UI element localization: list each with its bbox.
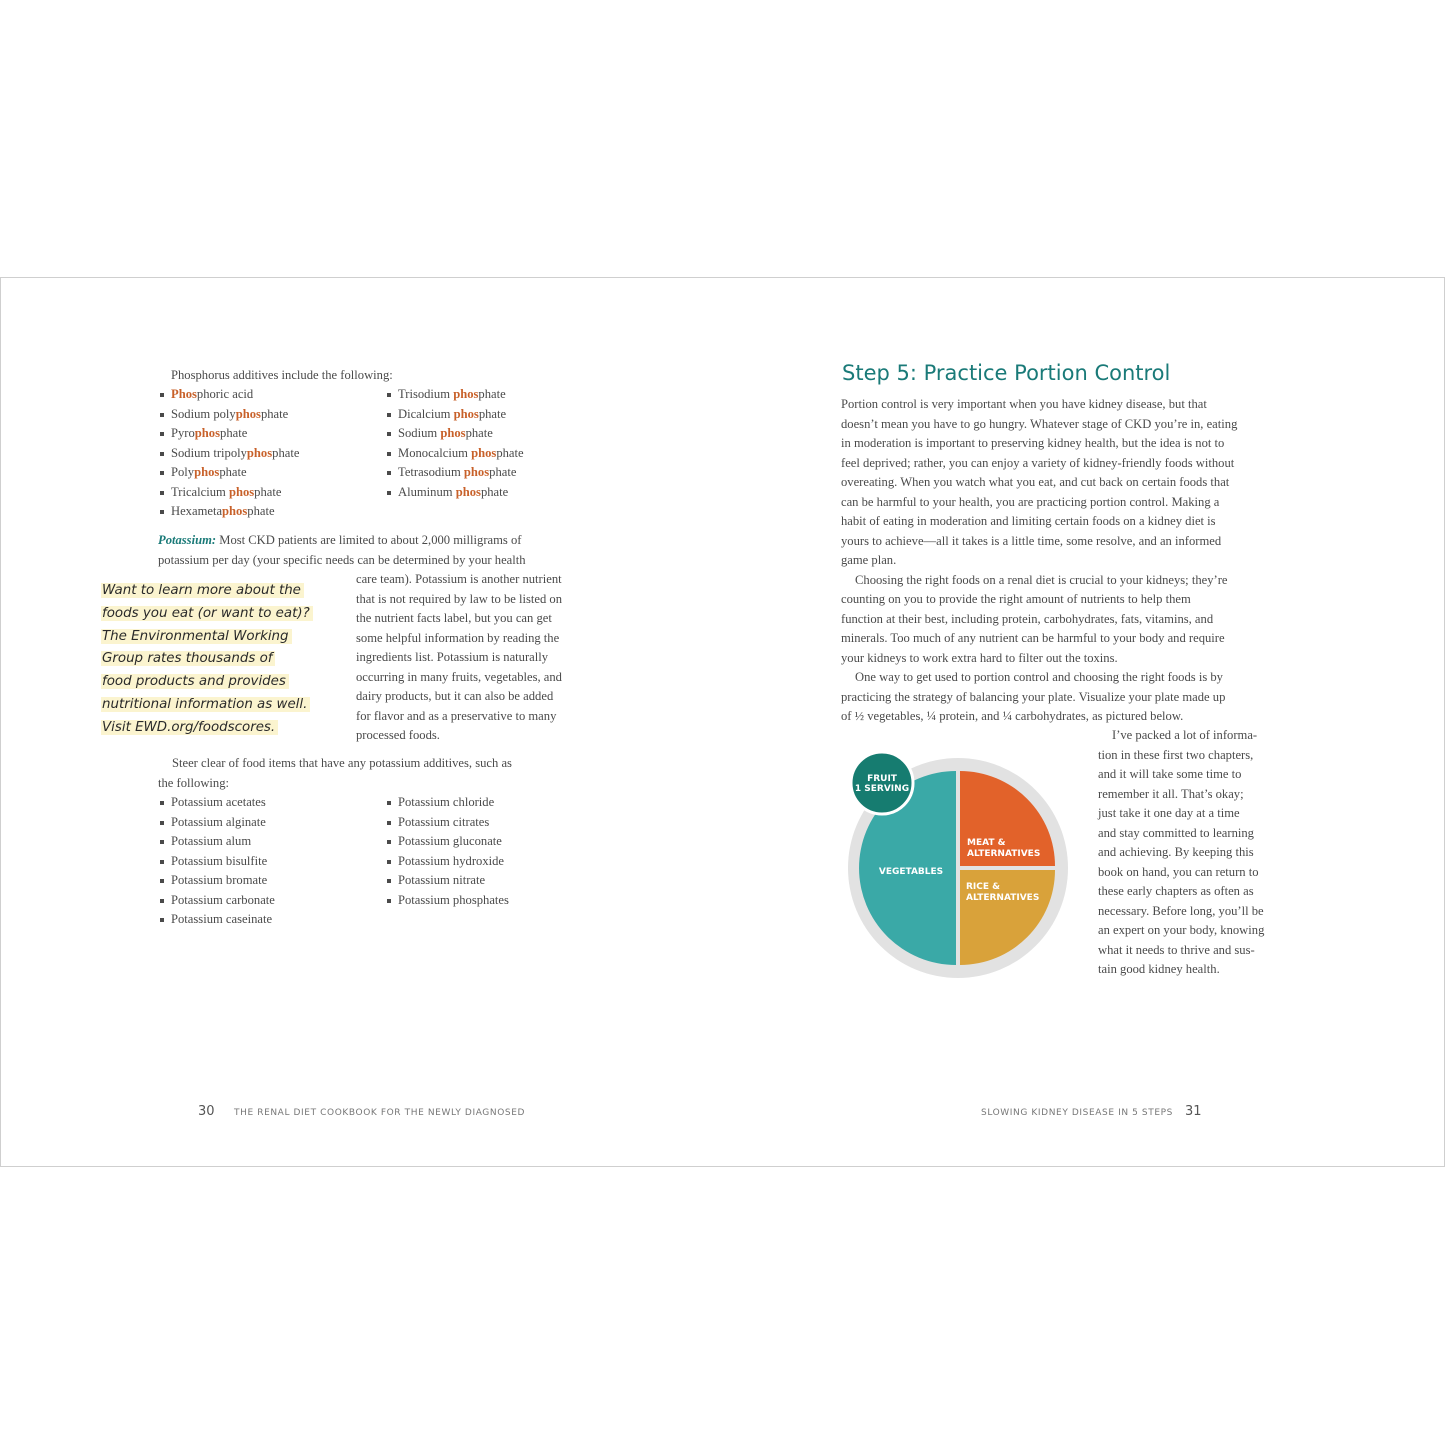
additive-name-part: phate <box>489 465 517 479</box>
paragraph-3 <box>841 668 1237 727</box>
body-line: these early chapters as often as <box>1098 884 1254 898</box>
body-line: game plan. <box>841 553 897 567</box>
potassium-additive-item: Potassium nitrate <box>385 871 509 891</box>
body-line: tion in these first two chapters, <box>1098 747 1254 762</box>
body-line: and stay committed to learning <box>1098 825 1254 840</box>
additive-name-part: Poly <box>171 465 195 479</box>
potassium-additive-item: Potassium alginate <box>158 813 275 833</box>
rice-label-line2: ALTERNATIVES <box>966 893 1040 903</box>
potassium-additive-item: Potassium bisulfite <box>158 852 275 872</box>
additive-name-part: phoric acid <box>196 387 254 401</box>
potassium-paragraph <box>158 531 526 570</box>
fruit-label-line2: 1 SERVING <box>854 784 910 794</box>
additive-name-part: phate <box>247 504 275 518</box>
additive-name-part: Monocalcium <box>398 445 472 460</box>
body-line: your kidneys to work extra hard to filter out the toxins. <box>841 650 1118 665</box>
potassium-additive-item: Potassium bromate <box>158 871 275 891</box>
additive-name-part: phate <box>272 445 300 460</box>
body-line: and it will take some time to <box>1098 767 1242 781</box>
additive-name-part: phate <box>220 426 248 440</box>
phosphorus-list-right <box>385 385 524 502</box>
phosphorus-additive-item <box>385 405 524 425</box>
additive-name-part: Aluminum <box>398 484 456 499</box>
rice-label-line1: RICE & <box>966 882 1001 892</box>
phosphorus-additive-item <box>385 483 524 503</box>
body-line: One way to get used to portion control and choosing the right foods is by <box>855 670 1223 684</box>
phosphorus-additive-item <box>385 424 524 444</box>
callout-line-text: Group rates thousands of <box>101 651 275 666</box>
body-line: counting on you to provide the right amount of nutrients to help them <box>841 592 1191 606</box>
callout-line <box>101 603 313 626</box>
potassium-line: Most CKD patients are limited to about 2,000 milligrams of <box>216 533 522 547</box>
phosphorus-additive-item <box>158 424 299 444</box>
phos-highlight: phos <box>246 445 273 460</box>
potassium-lead: Potassium: <box>158 533 217 547</box>
meat-label-line1: MEAT & <box>967 838 1006 848</box>
callout-line-text: foods you eat (or want to eat)? <box>101 606 313 621</box>
additive-name-part: phate <box>254 484 282 499</box>
fruit-label-line1: FRUIT <box>867 774 897 784</box>
callout-line <box>101 648 313 671</box>
body-line: practicing the strategy of balancing your plate. Visualize your plate made up <box>841 689 1226 704</box>
body-line: function at their best, including protein, carbohydrates, fats, vitamins, and <box>841 611 1214 626</box>
callout-line <box>101 694 313 717</box>
callout-line-text: The Environmental Working <box>101 629 292 644</box>
paragraph-1 <box>841 395 1237 571</box>
phos-highlight: Phos <box>171 387 197 401</box>
body-line: can be harmful to your health, you are practicing portion control. Making a <box>841 494 1220 509</box>
phos-highlight: phos <box>463 465 490 479</box>
paragraph-4 <box>1098 726 1264 980</box>
phosphorus-additive-item <box>158 463 299 483</box>
potassium-additive-item: Potassium phosphates <box>385 891 509 911</box>
additive-name-part: phate <box>260 406 289 421</box>
additive-name-part: Sodium poly <box>171 406 236 421</box>
callout-line <box>101 580 313 603</box>
additive-name-part: phate <box>478 387 506 401</box>
body-line: necessary. Before long, you’ll be <box>1098 903 1264 918</box>
phos-highlight: phos <box>440 426 466 440</box>
callout-line <box>101 626 313 649</box>
additive-name-part: Hexameta <box>171 504 223 518</box>
additive-name-part: Sodium tripoly <box>171 445 247 460</box>
callout-line-text: Want to learn more about the <box>101 583 304 598</box>
potassium-additive-item: Potassium gluconate <box>385 832 509 852</box>
body-line: and achieving. By keeping this <box>1098 845 1254 859</box>
callout-line-text: food products and provides <box>101 674 289 689</box>
potassium-additive-item: Potassium acetates <box>158 793 275 813</box>
potassium-line: care team). Potassium is another nutrient <box>356 572 562 586</box>
phosphorus-additive-item <box>385 385 524 405</box>
phosphorus-additive-item <box>158 385 299 405</box>
phos-highlight: phos <box>228 484 255 499</box>
potassium-additive-item: Potassium caseinate <box>158 910 275 930</box>
potassium-line: occurring in many fruits, vegetables, and <box>356 669 562 684</box>
additive-name-part: Sodium <box>398 426 441 440</box>
vegetables-label: VEGETABLES <box>878 867 944 877</box>
callout-line <box>101 717 313 740</box>
potassium-line: for flavor and as a preservative to many <box>356 708 557 723</box>
body-line: remember it all. That’s okay; <box>1098 786 1244 801</box>
potassium-line: potassium per day (your specific needs can be determined by your health <box>158 552 526 567</box>
potassium-line: the nutrient facts label, but you can get <box>356 611 552 625</box>
phosphorus-intro-text: Phosphorus additives include the following: <box>171 368 393 382</box>
potassium-line: dairy products, but it can also be added <box>356 689 554 703</box>
body-line: minerals. Too much of any nutrient can be harmful to your body and require <box>841 631 1225 645</box>
phosphorus-additive-item <box>385 463 524 483</box>
steer-line: Steer clear of food items that have any potassium additives, such as <box>172 756 512 770</box>
phos-highlight: phos <box>194 465 220 479</box>
phosphorus-additive-item <box>158 405 299 425</box>
phos-highlight: phos <box>455 484 481 499</box>
phos-highlight: phos <box>453 406 479 421</box>
right-page-number: 31 <box>1185 1104 1202 1119</box>
left-running-title: THE RENAL DIET COOKBOOK FOR THE NEWLY DIAGNOSED <box>234 1108 526 1118</box>
paragraph-2 <box>841 571 1237 669</box>
body-line: yours to achieve—all it takes is a little time, some resolve, and an informed <box>841 533 1222 548</box>
additive-name-part: phate <box>480 484 509 499</box>
body-line: feel deprived; rather, you can enjoy a variety of kidney-friendly foods without <box>841 455 1235 470</box>
additive-name-part: Tricalcium <box>171 484 229 499</box>
potassium-additive-item: Potassium chloride <box>385 793 509 813</box>
potassium-additive-item: Potassium hydroxide <box>385 852 509 872</box>
portion-control-body <box>841 395 1237 727</box>
additive-name-part: Tetrasodium <box>398 465 464 479</box>
phosphorus-intro <box>171 366 393 386</box>
callout-line <box>101 671 313 694</box>
additive-name-part: Pyro <box>171 426 195 440</box>
body-line: Portion control is very important when you have kidney disease, but that <box>841 397 1207 411</box>
left-page-number: 30 <box>198 1104 215 1119</box>
additive-name-part: phate <box>478 406 507 421</box>
additive-name-part: Dicalcium <box>398 406 454 421</box>
additive-name-part: phate <box>496 445 524 460</box>
potassium-list-left <box>158 793 275 930</box>
body-line: I’ve packed a lot of informa- <box>1112 728 1258 742</box>
potassium-wrap-text <box>356 570 562 746</box>
body-line: Choosing the right foods on a renal diet is crucial to your kidneys; they’re <box>855 572 1228 587</box>
body-line: book on hand, you can return to <box>1098 864 1259 879</box>
ewg-callout <box>101 580 313 740</box>
potassium-additive-item: Potassium citrates <box>385 813 509 833</box>
phosphorus-additive-item <box>158 502 299 522</box>
potassium-list-right <box>385 793 509 910</box>
right-running-title: SLOWING KIDNEY DISEASE IN 5 STEPS <box>981 1108 1173 1118</box>
body-line: just take it one day at a time <box>1098 806 1240 820</box>
step5-heading: Step 5: Practice Portion Control <box>842 361 1171 385</box>
callout-line-text: nutritional information as well. <box>101 697 310 712</box>
potassium-line: some helpful information by reading the <box>356 630 560 645</box>
phosphorus-additive-item <box>158 483 299 503</box>
phos-highlight: phos <box>453 387 479 401</box>
additive-name-part: Trisodium <box>398 387 454 401</box>
body-line: doesn’t mean you have to go hungry. Whatever stage of CKD you’re in, eating <box>841 416 1238 431</box>
phos-highlight: phos <box>222 504 248 518</box>
potassium-line: ingredients list. Potassium is naturally <box>356 650 549 664</box>
additive-name-part: phate <box>465 426 493 440</box>
body-line: an expert on your body, knowing <box>1098 923 1265 937</box>
body-line: tain good kidney health. <box>1098 962 1220 976</box>
steer-line: the following: <box>158 775 230 790</box>
phos-highlight: phos <box>194 426 221 440</box>
body-line: overeating. When you watch what you eat, and cut back on certain foods that <box>841 475 1230 489</box>
additive-name-part: phate <box>219 465 247 479</box>
phosphorus-additive-item <box>158 444 299 464</box>
body-line: in moderation is important to preserving kidney health, but the idea is not to <box>841 436 1225 450</box>
phosphorus-additive-item <box>385 444 524 464</box>
portion-plate-diagram <box>841 748 1075 982</box>
steer-clear-paragraph <box>158 754 512 793</box>
phosphorus-list-left <box>158 385 299 522</box>
potassium-additive-item: Potassium carbonate <box>158 891 275 911</box>
body-line: habit of eating in moderation and limiting certain foods on a kidney diet is <box>841 514 1216 528</box>
body-line: of ½ vegetables, ¼ protein, and ¼ carbohydrates, as pictured below. <box>841 709 1184 723</box>
meat-label-line2: ALTERNATIVES <box>967 849 1041 859</box>
body-line: what it needs to thrive and sus- <box>1098 942 1255 957</box>
potassium-line: processed foods. <box>356 728 440 742</box>
phos-highlight: phos <box>235 406 261 421</box>
phos-highlight: phos <box>471 445 497 460</box>
potassium-additive-item: Potassium alum <box>158 832 275 852</box>
callout-line-text: Visit EWD.org/foodscores. <box>101 720 278 735</box>
potassium-line: that is not required by law to be listed on <box>356 591 563 606</box>
book-spread <box>0 277 1445 1167</box>
